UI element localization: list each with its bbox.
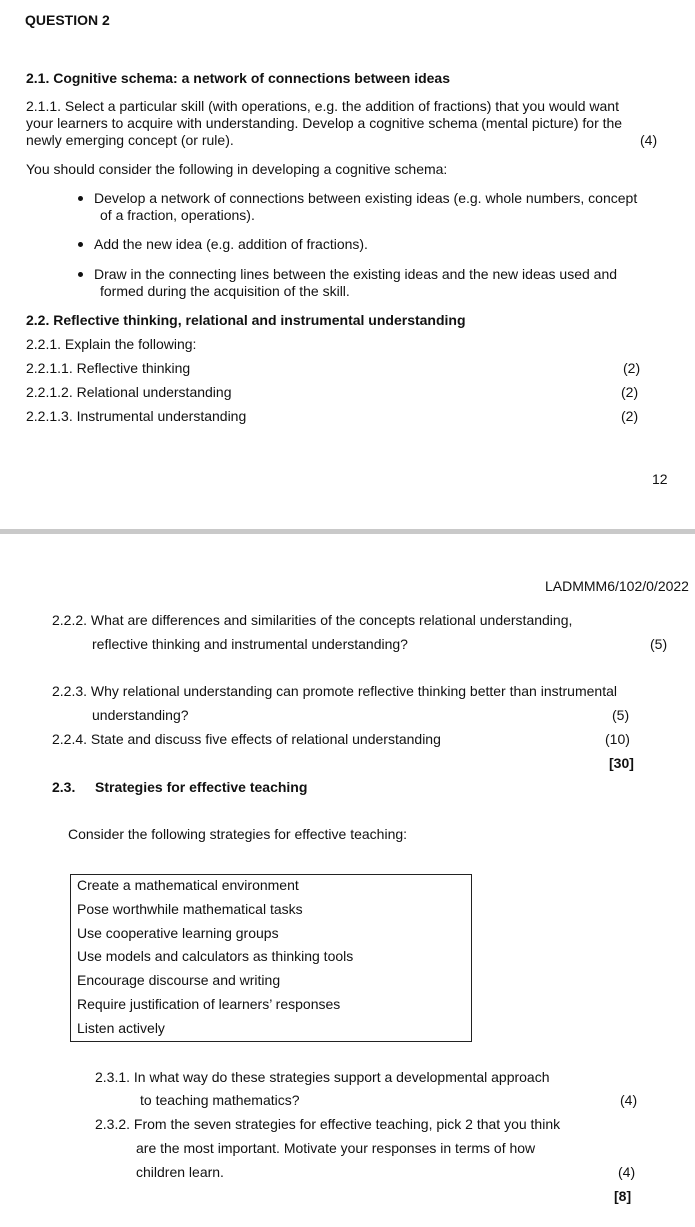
question-2-2-4: 2.2.4. State and discuss five effects of relational understanding — [52, 731, 441, 747]
bullet-2-line1: Add the new idea (e.g. addition of fractions). — [94, 236, 368, 252]
strategy-item: Use cooperative learning groups — [77, 925, 279, 941]
strategy-item: Use models and calculators as thinking tools — [77, 948, 354, 964]
section-2-2-total: [30] — [609, 755, 634, 771]
question-2-2-3-line1: 2.2.3. Why relational understanding can promote reflective thinking better than instrumental — [52, 683, 617, 699]
bullet-3-line1: Draw in the connecting lines between the existing ideas and the new ideas used and — [94, 266, 618, 282]
section-2-3-total: [8] — [614, 1188, 632, 1204]
sub-item-2-2-1-3: 2.2.1.3. Instrumental understanding — [26, 408, 247, 424]
bullet-icon — [78, 272, 83, 277]
question-2-3-1-line2: to teaching mathematics? — [140, 1092, 300, 1108]
question-2-2-3-marks: (5) — [612, 707, 630, 723]
strategy-item: Require justification of learners’ responses — [77, 996, 341, 1012]
question-2-2-3-line2: understanding? — [92, 707, 189, 723]
sub-item-2-2-1-3-marks: (2) — [621, 408, 639, 424]
strategy-item: Create a mathematical environment — [77, 877, 299, 893]
sub-item-2-2-1-1: 2.2.1.1. Reflective thinking — [26, 360, 191, 376]
question-2-3-1-marks: (4) — [620, 1092, 638, 1108]
section-2-3-title: Strategies for effective teaching — [95, 779, 308, 795]
consider-text: You should consider the following in developing a cognitive schema: — [26, 161, 448, 177]
strategies-box — [70, 874, 472, 1042]
bullet-1-line1: Develop a network of connections between existing ideas (e.g. whole numbers, concept — [94, 190, 638, 206]
section-2-2-heading: 2.2. Reflective thinking, relational and instrumental understanding — [26, 312, 466, 328]
sub-item-2-2-1-2: 2.2.1.2. Relational understanding — [26, 384, 232, 400]
question-2-3-2-line3: children learn. — [136, 1164, 224, 1180]
page-number: 12 — [652, 471, 668, 487]
question-2-2-2-line1: 2.2.2. What are differences and similarities of the concepts relational understanding, — [52, 612, 573, 628]
strategy-item: Listen actively — [77, 1020, 165, 1036]
question-2-2-2-marks: (5) — [650, 636, 668, 652]
strategy-item: Pose worthwhile mathematical tasks — [77, 901, 303, 917]
bullet-icon — [78, 242, 83, 247]
question-2-1-1-line1: 2.1.1. Select a particular skill (with operations, e.g. the addition of fractions) that you would want — [26, 98, 619, 114]
bullet-3-line2: formed during the acquisition of the skill. — [100, 283, 350, 299]
question-2-1-1-line2: your learners to acquire with understanding. Develop a cognitive schema (mental picture) for the — [26, 115, 623, 131]
question-2-3-2-line1: 2.3.2. From the seven strategies for effective teaching, pick 2 that you think — [95, 1116, 561, 1132]
question-2-2-2-line2: reflective thinking and instrumental understanding? — [92, 636, 408, 652]
strategies-intro: Consider the following strategies for effective teaching: — [68, 826, 408, 842]
question-title: QUESTION 2 — [25, 12, 110, 28]
question-2-3-1-line1: 2.3.1. In what way do these strategies support a developmental approach — [95, 1069, 550, 1085]
question-2-3-2-line2: are the most important. Motivate your responses in terms of how — [136, 1140, 536, 1156]
bullet-icon — [78, 196, 83, 201]
page-divider — [0, 529, 695, 534]
section-2-1-heading: 2.1. Cognitive schema: a network of connections between ideas — [26, 70, 450, 86]
question-2-2-4-marks: (10) — [605, 731, 630, 747]
question-2-2-1: 2.2.1. Explain the following: — [26, 336, 197, 352]
page-header-code: LADMMM6/102/0/2022 — [545, 578, 689, 594]
section-2-3-number: 2.3. — [52, 779, 76, 795]
question-2-3-2-marks: (4) — [618, 1164, 636, 1180]
sub-item-2-2-1-2-marks: (2) — [621, 384, 639, 400]
question-2-1-1-line3: newly emerging concept (or rule). — [26, 132, 234, 148]
question-2-1-1-marks: (4) — [640, 132, 658, 148]
strategy-item: Encourage discourse and writing — [77, 972, 281, 988]
bullet-1-line2: of a fraction, operations). — [100, 207, 255, 223]
sub-item-2-2-1-1-marks: (2) — [623, 360, 641, 376]
